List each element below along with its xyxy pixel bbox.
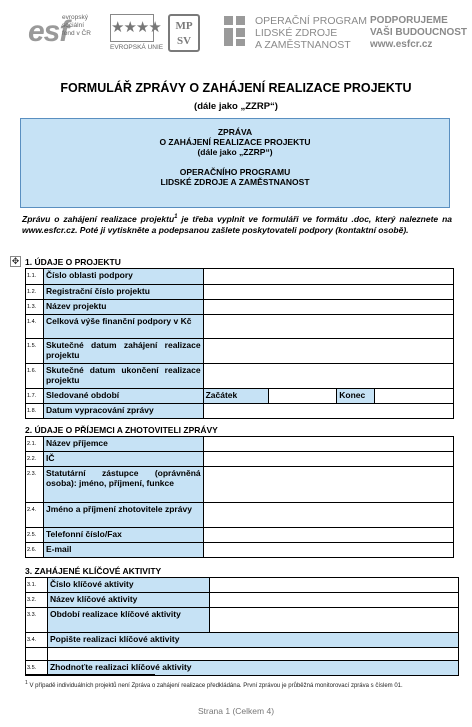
eu-flag-icon: ★★★★: [110, 14, 154, 42]
table-row: 3.1. Číslo klíčové aktivity: [26, 578, 459, 593]
field-konec[interactable]: [375, 389, 454, 404]
activities-table: [25, 577, 459, 676]
field-nazev-projektu[interactable]: [203, 300, 453, 315]
field-telefon[interactable]: [203, 528, 453, 543]
document-subtitle: (dále jako „ZZRP“): [194, 101, 278, 112]
table-row: 2.6. E-mail: [26, 543, 454, 558]
report-title-box: ZPRÁVA O ZAHÁJENÍ REALIZACE PROJEKTU (dále jako „ZZRP“) OPERAČNÍHO PROGRAMU LIDSKÉ ZDROJE A ZAMĚSTNANOST: [20, 118, 450, 208]
table-row: 3.5. Zhodnoťte realizaci klíčové aktivity: [26, 661, 459, 676]
table-move-handle-icon[interactable]: ✥: [11, 256, 20, 266]
field-datum-vypracovani[interactable]: [203, 404, 453, 419]
table-row: 1.7. Sledované období Začátek Konec: [26, 389, 454, 404]
field-cislo-aktivity[interactable]: [209, 578, 458, 593]
table-row: 1.3. Název projektu: [26, 300, 454, 315]
field-datum-ukonceni[interactable]: [203, 364, 453, 389]
field-nazev-aktivity[interactable]: [209, 593, 458, 608]
footnote-separator: [25, 674, 155, 675]
section-3-heading: 3. ZAHÁJENÉ KLÍČOVÉ AKTIVITY: [25, 566, 162, 576]
field-ic[interactable]: [203, 452, 453, 467]
table-row: 2.3. Statutární zástupce (oprávněná osoba): jméno, příjmení, funkce: [26, 467, 454, 503]
table-row: 3.3. Období realizace klíčové aktivity: [26, 608, 459, 633]
table-row: 2.1. Název příjemce: [26, 437, 454, 452]
document-title: FORMULÁŘ ZPRÁVY O ZAHÁJENÍ REALIZACE PROJEKTU: [60, 81, 412, 95]
section-1-heading: 1. ÚDAJE O PROJEKTU: [25, 257, 121, 267]
table-row: 3.4. Popište realizaci klíčové aktivity: [26, 633, 459, 648]
table-row: 1.6. Skutečné datum ukončení realizace projektu: [26, 364, 454, 389]
table-row: [26, 648, 459, 661]
table-row: 1.1. Číslo oblasti podpory: [26, 269, 454, 285]
page-number: Strana 1 (Celkem 4): [197, 706, 275, 716]
end-label: Konec: [337, 389, 375, 404]
field-datum-zahajeni[interactable]: [203, 339, 453, 364]
field-vyse-podpory[interactable]: [203, 315, 453, 339]
table-row: 2.4. Jméno a příjmení zhotovitele zprávy: [26, 503, 454, 528]
field-zacatek[interactable]: [269, 389, 337, 404]
field-oblast-podpory[interactable]: [203, 269, 453, 285]
table-row: 2.2. IČ: [26, 452, 454, 467]
table-row: 1.2. Registrační číslo projektu: [26, 285, 454, 300]
page-header: [0, 0, 472, 62]
field-obdobi-aktivity[interactable]: [209, 608, 458, 633]
eu-label: EVROPSKÁ UNIE: [110, 44, 164, 51]
op-logo-icon: [222, 14, 250, 48]
table-row: 1.8. Datum vypracování zprávy: [26, 404, 454, 419]
mpsv-logo: MP SV: [168, 14, 200, 52]
recipient-info-table: [25, 436, 454, 558]
field-nazev-prijemce[interactable]: [203, 437, 453, 452]
support-url[interactable]: www.esfcr.cz: [370, 39, 433, 50]
table-row: 1.4. Celková výše finanční podpory v Kč: [26, 315, 454, 339]
section-2-heading: 2. ÚDAJE O PŘÍJEMCI A ZHOTOVITELI ZPRÁVY: [25, 425, 218, 435]
field-zhotovitel[interactable]: [203, 503, 453, 528]
support-slogan: PODPORUJEME VAŠI BUDOUCNOST www.esfcr.cz: [370, 15, 468, 50]
field-email[interactable]: [203, 543, 453, 558]
start-label: Začátek: [203, 389, 269, 404]
table-row: 2.5. Telefonní číslo/Fax: [26, 528, 454, 543]
intro-text: Zprávu o zahájení realizace projektu$^1$ je třeba vyplnit ve formuláři ve formátu .doc, který naleznete na www.esfcr.cz. Poté ji vytiskněte a podepsanou zašlete poskytovateli podpory (kontaktní osobě).: [22, 213, 452, 235]
esf-logo: esf: [28, 15, 69, 48]
footnote: $^1$ V případě individuálních projektů není Zpráva o zahájení realizace předkládána. První zprávou je průběžná monitorovací zpráva s číslem 01.: [25, 680, 403, 689]
esf-caption: evropský sociální fond v ČR: [62, 14, 91, 37]
field-statutarni-zastupce[interactable]: [203, 467, 453, 503]
field-registracni-cislo[interactable]: [203, 285, 453, 300]
table-row: 1.5. Skutečné datum zahájení realizace projektu: [26, 339, 454, 364]
table-row: 3.2. Název klíčové aktivity: [26, 593, 459, 608]
field-popis-realizace[interactable]: [47, 648, 458, 661]
project-info-table: [25, 268, 454, 419]
op-program-name: OPERAČNÍ PROGRAM LIDSKÉ ZDROJE A ZAMĚSTNANOST: [255, 15, 368, 51]
